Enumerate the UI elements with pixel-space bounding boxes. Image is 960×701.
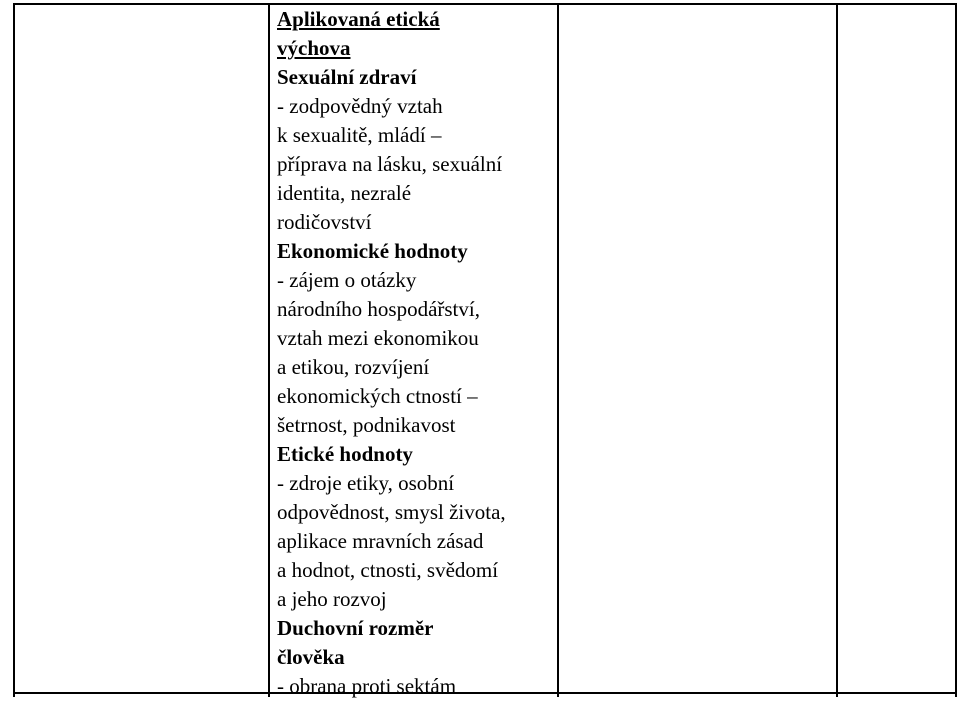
cell-line: a hodnot, ctnosti, svědomí <box>277 558 499 582</box>
cell-line: a jeho rozvoj <box>277 587 387 611</box>
cell-line: - zdroje etiky, osobní <box>277 471 455 495</box>
table-column-divider <box>557 3 559 697</box>
cell-line: šetrnost, podnikavost <box>277 413 456 437</box>
table-column-divider <box>836 3 838 697</box>
cell-line: ekonomických ctností – <box>277 384 478 408</box>
cell-line: Ekonomické hodnoty <box>277 239 468 263</box>
cell-line: člověka <box>277 645 345 669</box>
cell-line: Aplikovaná etická <box>277 7 440 31</box>
cell-line: národního hospodářství, <box>277 297 480 321</box>
cell-line: - zájem o otázky <box>277 268 417 292</box>
table-column-divider <box>955 3 957 697</box>
table-column-divider <box>268 3 270 697</box>
cell-line: a etikou, rozvíjení <box>277 355 430 379</box>
cell-line: výchova <box>277 36 351 60</box>
cell-line: vztah mezi ekonomikou <box>277 326 479 350</box>
table-column-divider <box>13 3 15 697</box>
cell-line: - zodpovědný vztah <box>277 94 443 118</box>
cell-line: příprava na lásku, sexuální <box>277 152 503 176</box>
cell-line: Duchovní rozměr <box>277 616 434 640</box>
cell-line: Etické hodnoty <box>277 442 413 466</box>
cell-line: rodičovství <box>277 210 372 234</box>
column-2-cell <box>277 5 555 701</box>
cell-line: aplikace mravních zásad <box>277 529 484 553</box>
cell-line: Sexuální zdraví <box>277 65 417 89</box>
cell-line: odpovědnost, smysl života, <box>277 500 506 524</box>
cell-line: identita, nezralé <box>277 181 412 205</box>
cell-line: k sexualitě, mládí – <box>277 123 442 147</box>
cell-line: - obrana proti sektám <box>277 674 457 698</box>
